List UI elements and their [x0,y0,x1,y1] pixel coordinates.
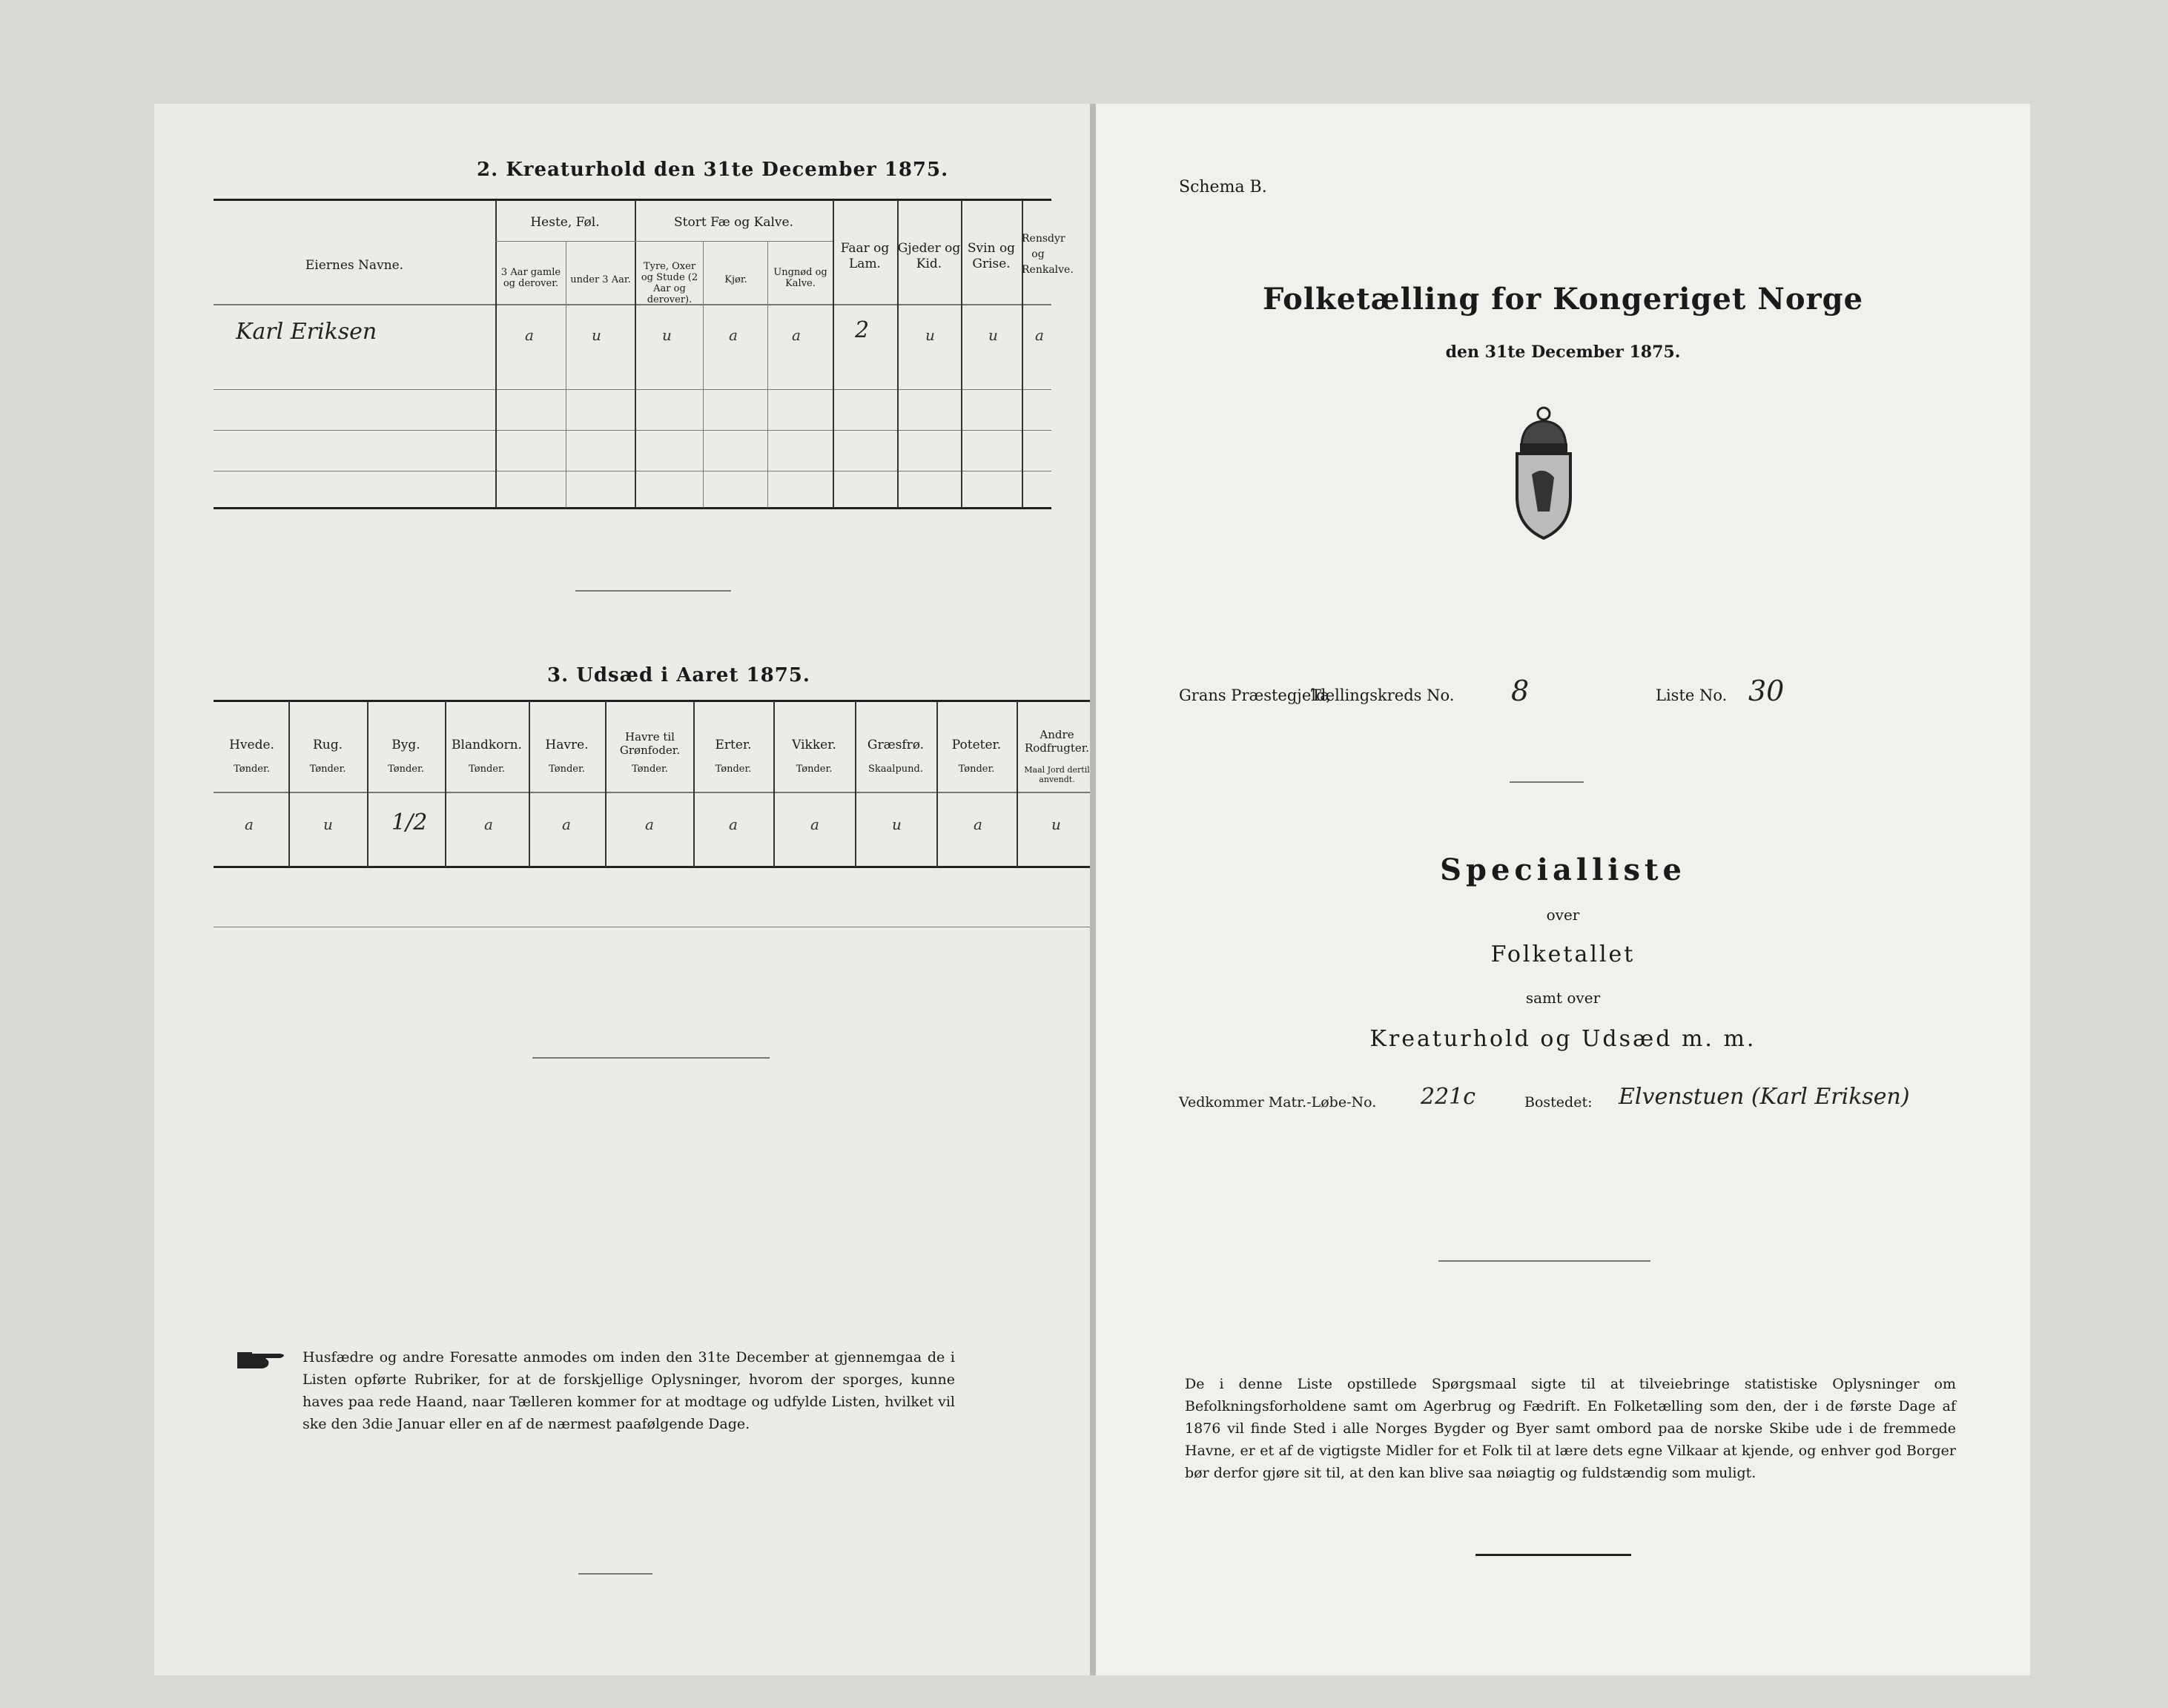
page-fold [1090,104,1096,1675]
cell-value: a [525,326,534,344]
col-graesfro: Græsfrø. [867,738,925,752]
col-byg: Byg. [391,738,420,752]
col-stort-group: Stort Fæ og Kalve. [674,215,793,230]
col-vikker-unit: Tønder. [796,764,833,775]
left-page [154,104,1090,1675]
kreds-value: 8 [1511,675,1530,707]
col-rug-unit: Tønder. [309,764,346,775]
table2-row-rule [214,430,1051,431]
col-havre-gronfoder-unit: Tønder. [632,764,668,775]
col-havre: Havre. [545,738,589,752]
table2-subcol-line [767,241,768,508]
col-havre-unit: Tønder. [549,764,585,775]
table3-col-line [605,701,607,867]
owner-name-handwritten: Karl Eriksen [236,319,377,345]
cell-value: u [592,326,601,344]
cell-value: u [925,326,935,344]
cell-value: 1/2 [391,810,428,835]
cell-value: a [562,815,571,833]
separator-line [575,590,731,592]
table3-col-line [855,701,856,867]
col-andre-unit: Maal Jord dertil anvendt. [1024,765,1090,784]
table2-header-rule [214,304,1051,305]
cell-value: a [484,815,493,833]
separator-line [1438,1260,1650,1262]
table3-top-rule [214,700,1096,702]
kreds-label: Tællingskreds No. [1311,686,1455,704]
schema-label: Schema B. [1179,178,1267,196]
cell-value: u [662,326,672,344]
table3-col-line [288,701,290,867]
cell-value: u [323,815,333,833]
cell-value: a [729,815,738,833]
samt-over-text: samt over [1525,989,1601,1007]
cell-value: u [988,326,998,344]
cell-value: a [810,815,819,833]
table3-col-line [693,701,695,867]
col-heste-young: under 3 Aar. [570,274,631,285]
table3-bottom-rule [214,866,1096,868]
section2-title: 2. Kreaturhold den 31te December 1875. [477,159,949,181]
bosted-label: Bostedet: [1524,1094,1593,1110]
footer-rule [1475,1554,1631,1556]
table3-col-line [936,701,938,867]
col-ungnod: Ungnød og Kalve. [773,267,827,289]
matr-label: Vedkommer Matr.-Løbe-No. [1179,1094,1377,1110]
col-rensdyr: Rensdyr og Renkalve. [1022,233,1074,276]
col-graesfro-unit: Skaalpund. [868,764,923,775]
table2-top-rule [214,199,1051,201]
col-erter: Erter. [715,738,752,752]
table2-bottom-rule [214,507,1051,509]
separator-line [532,1057,770,1059]
separator-line [1510,781,1584,783]
table3-col-line [773,701,775,867]
col-gjeder: Gjeder og Kid. [897,241,961,271]
notice-text: Husfædre og andre Foresatte anmodes om inden den 31te December at gjennemgaa de i Listen opførte Rubriker, for at de forskjellige Oplysninger, hvorom der sporges, kunne haves paa rede Haand, naar Tælleren kommer for at modtage og udfylde Listen, hvilket vil ske den 3die Januar eller en af de nærmest paafølgende Dage. [303,1349,955,1432]
col-poteter-unit: Tønder. [958,764,995,775]
census-date: den 31te December 1875. [1445,342,1681,362]
col-owner-header: Eiernes Navne. [305,258,404,273]
col-blandkorn-unit: Tønder. [469,764,505,775]
separator-line [578,1573,652,1575]
cell-value: u [1051,815,1061,833]
liste-label: Liste No. [1656,686,1728,704]
cell-value: a [245,815,254,833]
col-kjor: Kjør. [724,274,747,285]
census-title: Folketælling for Kongeriget Norge [1262,282,1864,317]
table2-col-line [635,200,636,508]
col-heste-old: 3 Aar gamle og derover. [500,267,561,289]
col-heste-group: Heste, Føl. [530,215,600,230]
specialliste-title: Specialliste [1440,853,1686,887]
table2-row-rule [214,389,1051,390]
col-blandkorn: Blandkorn. [452,738,522,752]
table2-col-line [495,200,497,508]
table3-header-rule [214,792,1096,793]
right-page [1096,104,2030,1675]
col-hvede: Hvede. [229,738,274,752]
col-rug: Rug. [312,738,343,752]
cell-value: a [645,815,654,833]
liste-value: 30 [1748,675,1785,707]
matr-value: 221c [1421,1084,1476,1110]
prestegjeld-label: Grans Præstegjeld, [1179,686,1332,704]
col-faar: Faar og Lam. [840,241,890,271]
cell-value: a [729,326,738,344]
table2-group-rule [495,241,833,242]
coat-of-arms-icon [1508,400,1579,541]
col-byg-unit: Tønder. [388,764,424,775]
kreaturhold-text: Kreaturhold og Udsæd m. m. [1369,1026,1756,1052]
cell-value: 2 [855,317,870,343]
cell-value: a [974,815,982,833]
over-text: over [1546,906,1580,924]
footer-text: De i denne Liste opstillede Spørgsmaal sigte til at tilveiebringe statistiske Oplysninger om Befolkningsforholdene samt om Agerbrug og Fædrift. En Folketælling som den, der i de første Dage af 1876 vil finde Sted i alle Norges Bygder og Byer samt ombord paa de norske Skibe ude i de fremmede Havne, er et af de vigtigste Midler for et Folk til at lære dets egne Vilkaar at kjende, og enhver god Borger bør derfor gjøre sit til, at den kan blive saa nøiagtig og fuldstændig som muligt. [1185,1376,1956,1481]
col-havre-gronfoder: Havre til Grønfoder. [619,730,681,757]
table3-col-line [367,701,369,867]
col-erter-unit: Tønder. [715,764,752,775]
cell-value: u [892,815,902,833]
bosted-value: Elvenstuen (Karl Eriksen) [1619,1084,1910,1110]
section3-title: 3. Udsæd i Aaret 1875. [547,664,810,686]
pointing-hand-icon [236,1346,291,1373]
table2-subcol-line [703,241,704,508]
cell-value: a [1035,326,1044,344]
table3-col-line [445,701,446,867]
folketallet-text: Folketallet [1490,941,1636,967]
col-svin: Svin og Grise. [967,241,1016,271]
col-tyre: Tyre, Oxer og Stude (2 Aar og derover). [641,261,698,305]
col-hvede-unit: Tønder. [234,764,270,775]
col-andre: Andre Rodfrugter. [1024,728,1090,755]
col-poteter: Poteter. [951,738,1002,752]
table3-col-line [1017,701,1018,867]
col-vikker: Vikker. [792,738,836,752]
table3-col-line [529,701,530,867]
cell-value: a [792,326,801,344]
